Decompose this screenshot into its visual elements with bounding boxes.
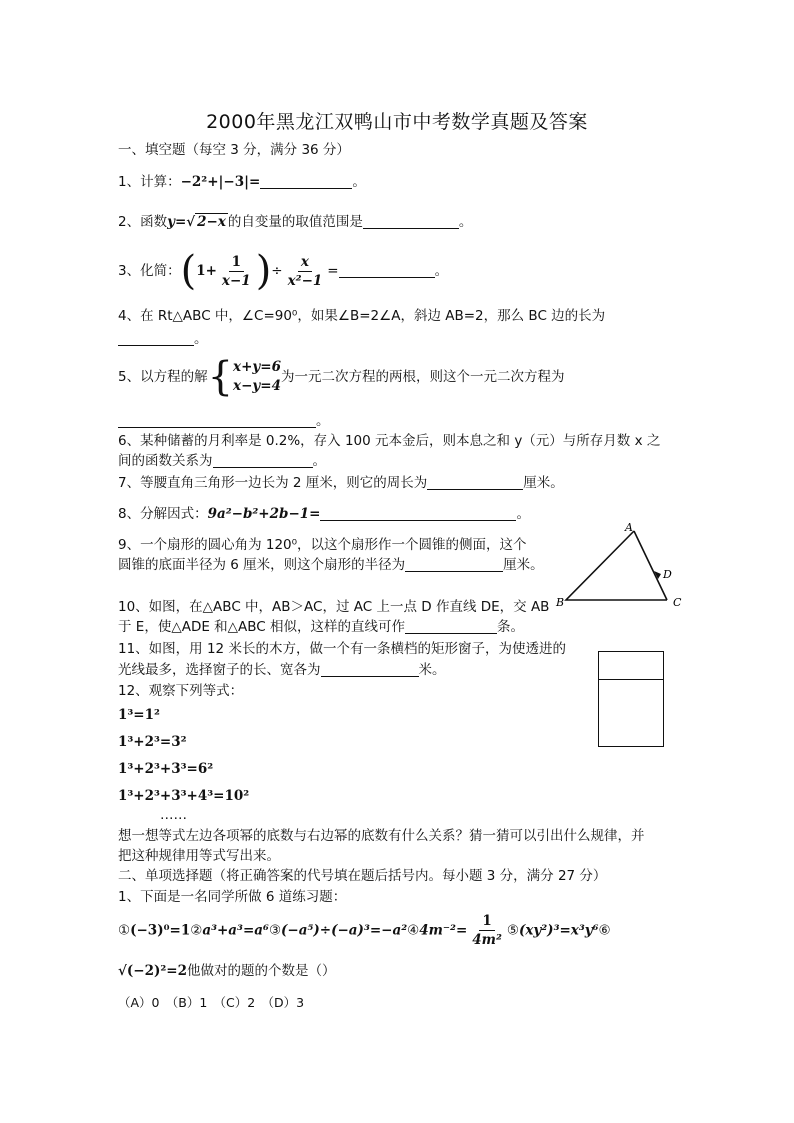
question-3: 3、化简：(1+ $\frac{1}{x-1}$ )÷ $\frac{x}{\text{x²−1}}$ = 。 (118, 248, 449, 294)
answer-blank (363, 214, 459, 229)
q10-prefix: 于 E，使△ADE 和△ABC 相似，这样的直线可作 (118, 619, 406, 635)
item-2: a³+a³=a⁶ (202, 922, 269, 939)
question-4: 4、在 Rt△ABC 中，∠C=90⁰，如果∠B=2∠A，斜边 AB=2，那么 BC 边的长为 (118, 308, 606, 324)
answer-blank (321, 662, 419, 677)
q6-prefix: 间的函数关系为 (118, 453, 213, 469)
identity-1: 1³=1² (118, 707, 160, 723)
question-4-answer (118, 330, 208, 348)
question-11-line1: 11、如图，用 12 米长的木方，做一个有一条横档的矩形窗子，为使透进的 (118, 641, 566, 657)
q11-prefix: 光线最多，选择窗子的长、宽各为 (118, 662, 321, 678)
item-5: (xy²)³=x³y⁶ (518, 922, 599, 939)
question-9-line1: 9、一个扇形的圆心角为 120⁰，以这个扇形作一个圆锥的侧面，这个 (118, 537, 527, 553)
item-marker-4: ④ (407, 922, 420, 939)
q3-end: 。 (434, 263, 449, 279)
mc-question-1-stem: 他做对的题的个数是（） (186, 963, 336, 979)
q2-suffix: 的自变量的取值范围是 (227, 214, 363, 230)
equation-system: { x+y=6 x−y=4 (207, 354, 281, 400)
question-12-text2: 把这种规律用等式写出来。 (118, 848, 280, 864)
item-marker-6: ⑥ (598, 922, 611, 939)
q2-prefix: 2、函数 (118, 214, 168, 230)
mc-question-1-items (118, 912, 611, 949)
question-9-line2 (118, 556, 544, 574)
q7-prefix: 7、等腰直角三角形一边长为 2 厘米，则它的周长为 (118, 475, 428, 491)
q3-fraction-1: $\frac{1}{x-1}$ (221, 253, 251, 289)
question-5 (118, 355, 564, 399)
q1-prefix: 1、计算： (118, 174, 181, 190)
q8-expression: 9a²−b²+2b−1= (207, 506, 321, 522)
item-marker-2: ② (190, 922, 203, 939)
q5-suffix: 为一元二次方程的两根，则这个一元二次方程为 (280, 369, 565, 385)
answer-blank (320, 506, 516, 521)
label-b: B (556, 596, 565, 609)
q6-end: 。 (312, 453, 326, 469)
item-4: 4m⁻²= (419, 922, 468, 939)
mc-question-1-intro: 1、下面是一名同学所做 6 道练习题： (118, 889, 347, 905)
answer-blank (427, 475, 523, 490)
answer-blank (118, 331, 194, 346)
q11-end: 米。 (418, 662, 446, 678)
q2-end: 。 (458, 214, 473, 230)
label-a: A (625, 521, 633, 534)
label-c: C (673, 596, 682, 609)
section2-heading: 二、单项选择题（将正确答案的代号填在题后括号内。每小题 3 分，满分 27 分） (118, 868, 607, 884)
item-4-fraction: $\frac{1}{\text{4m²}}$ (472, 913, 502, 948)
equation-2: x−y=4 (233, 378, 281, 394)
question-10-line2 (118, 618, 524, 636)
q2-radicand: 2−x (197, 214, 226, 230)
answer-blank (213, 453, 313, 468)
answer-blank (405, 619, 497, 634)
triangle-outline (566, 531, 667, 600)
question-1 (118, 173, 366, 191)
question-6-line2 (118, 452, 326, 470)
question-10-line1: 10、如图，在△ABC 中，AB＞AC，过 AC 上一点 D 作直线 DE，交 AB (118, 599, 550, 615)
identity-2: 1³+2³=3² (118, 734, 187, 750)
q3-prefix: 3、化简： (118, 263, 181, 279)
window-figure (598, 651, 664, 747)
question-7 (118, 474, 564, 492)
item-marker-1: ① (118, 922, 131, 939)
q1-expression: −2²+|−3|= (180, 174, 261, 190)
equation-1: x+y=6 (233, 359, 281, 375)
question-2: 2、函数y=√ 2−x 的自变量的取值范围是 。 (118, 214, 473, 230)
item-marker-3: ③ (268, 922, 282, 939)
answer-blank (118, 413, 316, 428)
q1-end: 。 (352, 174, 366, 190)
item-1: (−3)⁰=1 (130, 922, 191, 939)
ellipsis: …… (160, 807, 187, 823)
question-8 (118, 505, 530, 523)
q9-prefix: 圆锥的底面半径为 6 厘米，则这个扇形的半径为 (118, 557, 406, 573)
section1-heading: 一、填空题（每空 3 分，满分 36 分） (118, 142, 350, 158)
identity-3: 1³+2³+3³=6² (118, 761, 214, 777)
mc-options: （A）0 （B）1 （C）2 （D）3 (118, 995, 305, 1010)
question-12-intro: 12、观察下列等式： (118, 683, 244, 699)
q2-lhs: y= (167, 214, 187, 230)
q4-end: 。 (194, 331, 208, 347)
question-12-text1: 想一想等式左边各项幂的底数与右边幂的底数有什么关系？猜一猜可以引出什么规律，并 (118, 828, 645, 844)
answer-blank (339, 263, 435, 278)
label-d: D (663, 568, 672, 581)
q8-end: 。 (516, 506, 530, 522)
q5-prefix: 5、以方程的解 (118, 369, 208, 385)
item-marker-5: ⑤ (506, 922, 519, 939)
triangle-side-ac (634, 531, 667, 600)
q7-end: 厘米。 (523, 475, 564, 491)
q8-prefix: 8、分解因式： (118, 506, 208, 522)
question-5-answer (118, 412, 330, 430)
triangle-figure (550, 520, 690, 612)
q10-end: 条。 (497, 619, 525, 635)
item-6: √(−2)²=2 (118, 963, 187, 979)
question-11-line2 (118, 661, 446, 679)
question-6-line1: 6、某种储蓄的月利率是 0.2%，存入 100 元本金后，则本息之和 y（元）与所存月数 x 之 (118, 433, 661, 449)
answer-blank (260, 174, 352, 189)
page-title: 2000年黑龙江双鸭山市中考数学真题及答案 (206, 111, 588, 133)
answer-blank (405, 557, 503, 572)
mc-question-1-line2 (118, 962, 335, 980)
q3-fraction-2: $\frac{x}{\text{x²−1}}$ (287, 253, 323, 289)
q9-end: 厘米。 (503, 557, 544, 573)
window-crossbar (599, 679, 663, 680)
item-3: (−a⁵)÷(−a)³=−a² (281, 922, 408, 939)
identity-4: 1³+2³+3³+4³=10² (118, 788, 250, 804)
q5-end: 。 (316, 413, 330, 429)
